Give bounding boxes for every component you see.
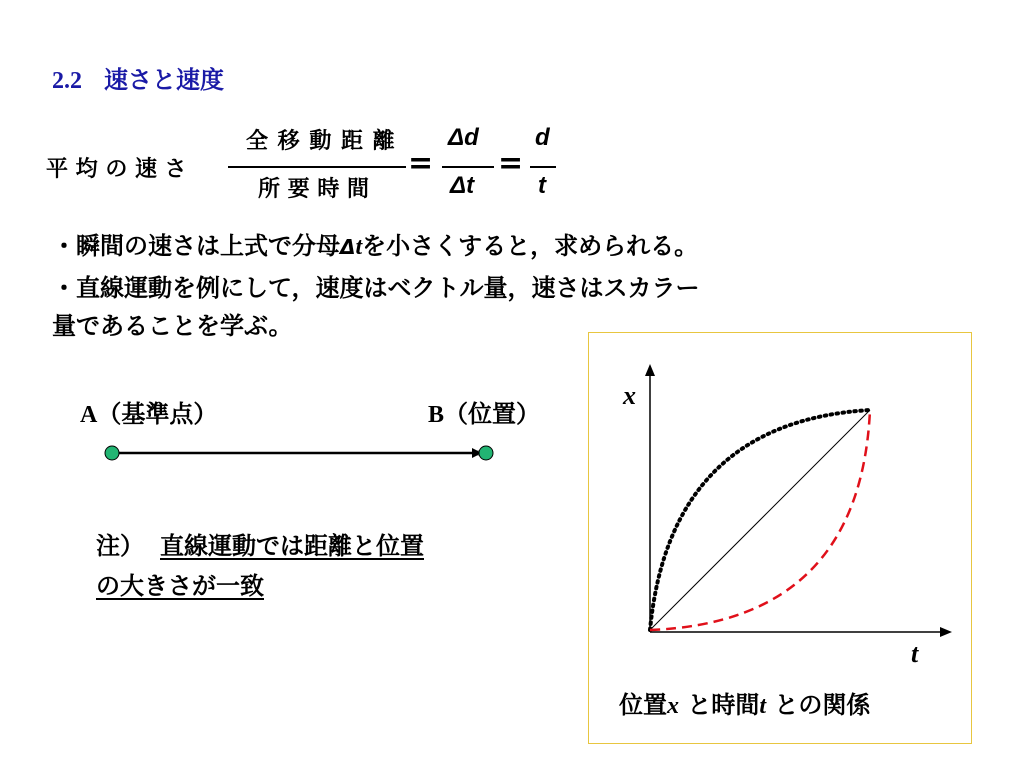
point-b-letter: B [428, 402, 445, 428]
straight-line [650, 410, 870, 630]
frac2-numerator: Δd [448, 124, 479, 151]
caption-part-1: 位置 [619, 691, 667, 719]
equals-sign-2: = [498, 146, 524, 181]
point-a-text: （基準点） [97, 400, 218, 428]
y-axis-label: x [623, 381, 636, 410]
caption-var-t: t [759, 693, 767, 719]
section-number: 2.2 [52, 68, 82, 94]
note-text-1: 直線運動では距離と位置 [160, 532, 424, 560]
frac3-denominator: t [538, 172, 546, 199]
note-prefix: 注） [96, 532, 144, 560]
graph-caption [619, 685, 870, 720]
fraction-bar-2 [442, 166, 494, 168]
position-arrow-diagram [96, 438, 506, 468]
bullet-2-line-2: 量であることを学ぶ。 [52, 312, 293, 340]
bullet-2-line-1: ・直線運動を例にして，速度はベクトル量，速さはスカラー [52, 274, 700, 302]
page-title [52, 60, 224, 95]
caption-part-2: と時間 [679, 691, 760, 719]
frac3-numerator: d [535, 124, 550, 151]
graph-box [588, 332, 972, 744]
bullet-1-text-a: ・瞬間の速さは上式で分母 [52, 232, 340, 260]
equals-sign-1: = [408, 146, 434, 181]
formula-numerator: 全 移 動 距 離 [246, 129, 396, 154]
fraction-bar-3 [530, 166, 556, 168]
formula-lhs: 平 均 の 速 さ [46, 157, 187, 182]
point-a-letter: A [80, 402, 98, 428]
position-time-graph [588, 332, 972, 744]
point-a-dot [105, 446, 119, 460]
caption-var-x: x [667, 693, 679, 719]
point-b-label [428, 394, 540, 429]
point-a-label [80, 394, 217, 429]
frac2-denominator: Δt [450, 172, 475, 199]
point-b-dot [479, 446, 493, 460]
bullet-1-var: t [355, 234, 363, 260]
formula-denominator: 所 要 時 間 [258, 177, 369, 202]
x-axis-label: t [911, 639, 919, 668]
point-b-text: （位置） [444, 400, 541, 428]
note-line-2 [96, 566, 264, 601]
note-line-1 [96, 526, 424, 561]
delta-symbol: Δ [340, 235, 356, 259]
note-text-2: の大きさが一致 [96, 572, 264, 600]
bullet-1 [52, 226, 698, 261]
y-axis-arrow [645, 364, 655, 376]
caption-part-3: との関係 [766, 691, 871, 719]
section-title: 速さと速度 [104, 66, 224, 94]
x-axis-arrow [940, 627, 952, 637]
fraction-bar-1 [228, 166, 406, 168]
bullet-1-text-b: を小さくすると，求められる。 [362, 232, 699, 260]
